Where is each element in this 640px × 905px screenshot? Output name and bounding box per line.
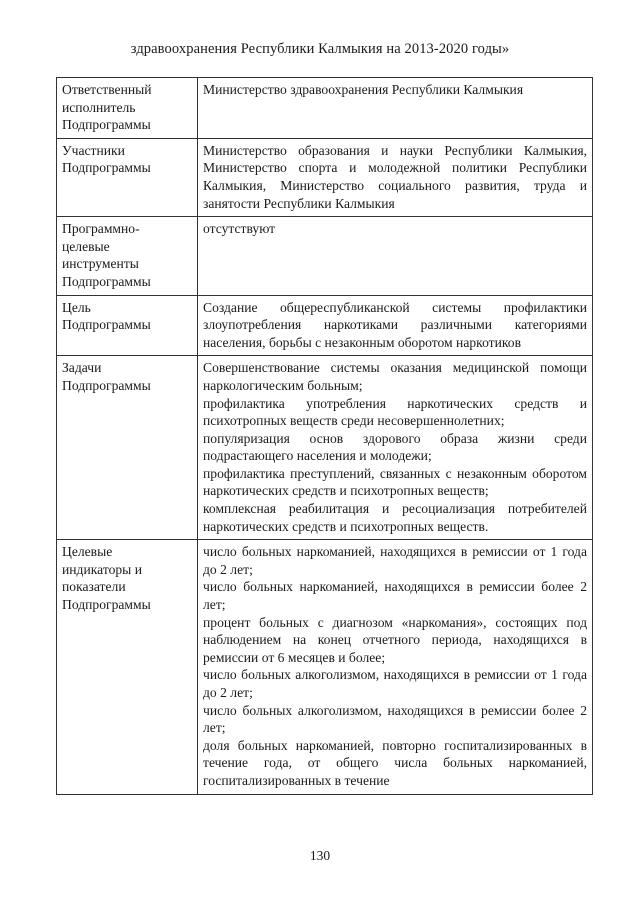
content-paragraph: число больных алкоголизмом, находящихся в ремиссии от 1 года до 2 лет; bbox=[203, 667, 587, 700]
table-row bbox=[57, 356, 593, 540]
label-line: Целевые bbox=[62, 544, 113, 560]
row-label bbox=[57, 217, 198, 295]
label-line: Цель bbox=[62, 299, 91, 315]
label-line: Задачи bbox=[62, 360, 102, 376]
row-content bbox=[198, 217, 593, 295]
row-content bbox=[198, 138, 593, 216]
subprogram-passport-table bbox=[56, 77, 593, 795]
table-row bbox=[57, 295, 593, 356]
content-paragraph: профилактика преступлений, связанных с незаконным оборотом наркотических средств и психотропных веществ; bbox=[203, 465, 587, 499]
row-label bbox=[57, 138, 198, 216]
content-paragraph: популяризация основ здорового образа жизни среди подрастающего населения и молодежи; bbox=[203, 430, 587, 464]
page-number: 130 bbox=[309, 848, 331, 863]
row-content bbox=[198, 78, 593, 139]
content-paragraph: Совершенствование системы оказания медицинской помощи наркологическим больным; bbox=[203, 360, 587, 393]
row-label bbox=[57, 356, 198, 540]
table-row bbox=[57, 217, 593, 295]
table-row bbox=[57, 540, 593, 794]
label-line: Подпрограммы bbox=[62, 597, 151, 613]
row-content bbox=[198, 540, 593, 794]
label-line: Подпрограммы bbox=[62, 317, 151, 333]
label-line: индикаторы и bbox=[62, 561, 142, 577]
content-paragraph: Министерство образования и науки Республики Калмыкия, Министерство спорта и молодежной политики Республики Калмыкия, Министерство социального развития, труда и занятости Республики Калмыкия bbox=[203, 142, 587, 211]
content-paragraph: процент больных с диагнозом «наркомания», состоящих под наблюдением на конец отчетного периода, находящихся в ремиссии от 6 месяцев и более; bbox=[203, 614, 587, 665]
label-line: Подпрограммы bbox=[62, 377, 151, 393]
content-paragraph: Министерство здравоохранения Республики Калмыкия bbox=[203, 82, 524, 97]
content-paragraph: число больных наркоманией, находящихся в ремиссии более 2 лет; bbox=[203, 579, 587, 613]
table-row bbox=[57, 78, 593, 139]
row-label bbox=[57, 295, 198, 356]
content-paragraph: комплексная реабилитация и ресоциализация потребителей наркотических средств и психотропных веществ. bbox=[203, 501, 587, 534]
content-paragraph: Создание общереспубликанской системы профилактики злоупотребления наркотиками различными категориями населения, борьбы с незаконным оборотом наркотиков bbox=[203, 299, 587, 350]
label-line: Подпрограммы bbox=[62, 160, 151, 176]
table-row bbox=[57, 138, 593, 216]
label-line: целевые bbox=[62, 238, 110, 254]
content-paragraph: число больных алкоголизмом, находящихся в ремиссии более 2 лет; bbox=[203, 702, 587, 736]
label-line: Подпрограммы bbox=[62, 117, 151, 133]
page-header: здравоохранения Республики Калмыкия на 2013-2020 годы» bbox=[130, 41, 510, 57]
content-paragraph: профилактика употребления наркотических средств и психотропных веществ среди несовершеннолетних; bbox=[203, 395, 587, 429]
label-line: показатели bbox=[62, 579, 126, 595]
label-line: Участники bbox=[62, 142, 125, 158]
label-line: инструменты bbox=[62, 256, 139, 272]
content-paragraph: число больных наркоманией, находящихся в ремиссии от 1 года до 2 лет; bbox=[203, 544, 587, 577]
label-line: Ответственный bbox=[62, 82, 152, 97]
content-paragraph: доля больных наркоманией, повторно госпитализированных в течение года, от общего числа больных наркоманией, госпитализированных в течение bbox=[203, 737, 587, 788]
row-label bbox=[57, 78, 198, 139]
row-content bbox=[198, 295, 593, 356]
row-label bbox=[57, 540, 198, 794]
label-line: Подпрограммы bbox=[62, 273, 151, 289]
label-line: исполнитель bbox=[62, 99, 136, 115]
label-line: Программно- bbox=[62, 221, 140, 237]
content-paragraph: отсутствуют bbox=[203, 221, 276, 237]
row-content bbox=[198, 356, 593, 540]
